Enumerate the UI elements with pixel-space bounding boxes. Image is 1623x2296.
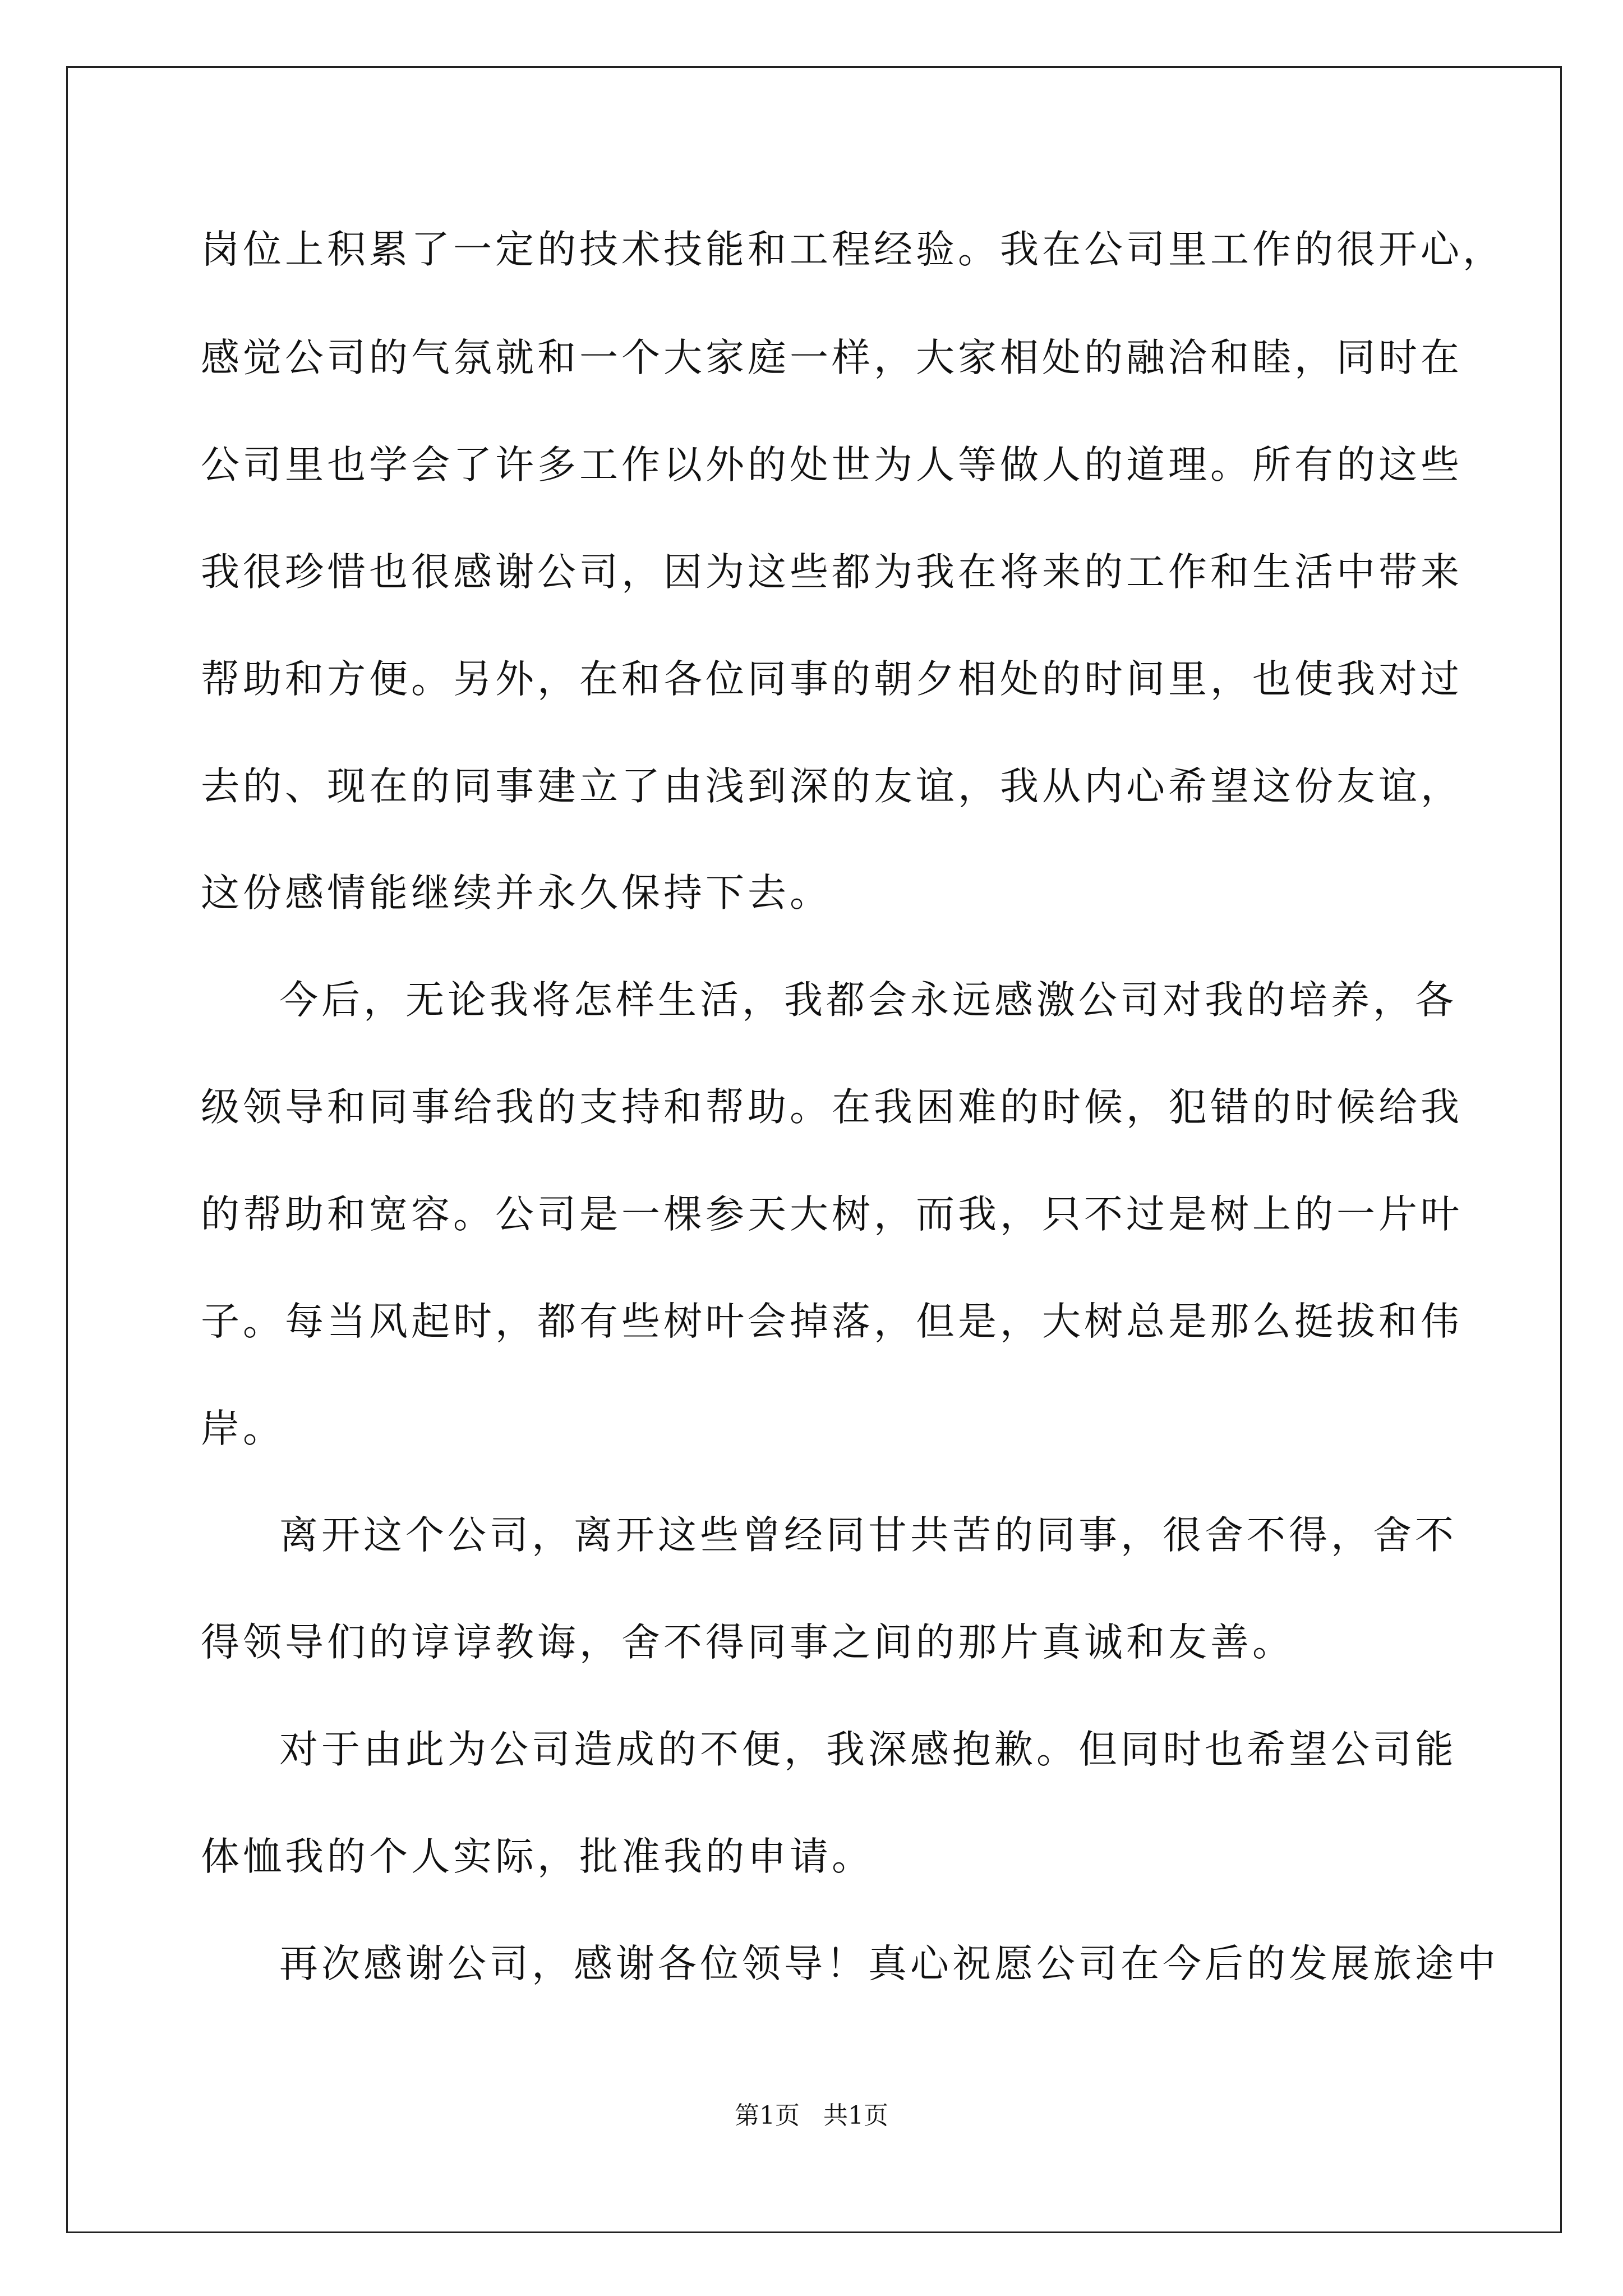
text-line: 体恤我的个人实际，批准我的申请。 bbox=[201, 1834, 874, 1879]
page-border bbox=[66, 66, 1562, 2233]
text-line: 得领导们的谆谆教诲，舍不得同事之间的那片真诚和友善。 bbox=[201, 1620, 1294, 1665]
paragraph-first-line: 再次感谢公司，感谢各位领导！真心祝愿公司在今后的发展旅途中 bbox=[279, 1941, 1499, 1986]
text-line: 感觉公司的气氛就和一个大家庭一样，大家相处的融洽和睦，同时在 bbox=[201, 335, 1463, 380]
text-line: 子。每当风起时，都有些树叶会掉落，但是，大树总是那么挺拔和伟 bbox=[201, 1299, 1463, 1344]
text-line: 我很珍惜也很感谢公司，因为这些都为我在将来的工作和生活中带来 bbox=[201, 550, 1463, 595]
text-line: 岗位上积累了一定的技术技能和工程经验。我在公司里工作的很开心， bbox=[201, 227, 1505, 272]
text-line: 级领导和同事给我的支持和帮助。在我困难的时候，犯错的时候给我 bbox=[201, 1085, 1463, 1130]
text-line: 帮助和方便。另外，在和各位同事的朝夕相处的时间里，也使我对过 bbox=[201, 657, 1463, 702]
paragraph-first-line: 今后，无论我将怎样生活，我都会永远感激公司对我的培养，各 bbox=[279, 978, 1457, 1023]
text-line: 公司里也学会了许多工作以外的处世为人等做人的道理。所有的这些 bbox=[201, 443, 1463, 487]
paragraph-first-line: 离开这个公司，离开这些曾经同甘共苦的同事，很舍不得，舍不 bbox=[279, 1513, 1457, 1558]
page-number-footer: 第1页 共1页 bbox=[735, 2101, 888, 2130]
text-line: 这份感情能继续并永久保持下去。 bbox=[201, 871, 832, 915]
paragraph-first-line: 对于由此为公司造成的不便，我深感抱歉。但同时也希望公司能 bbox=[279, 1727, 1457, 1772]
text-line: 去的、现在的同事建立了由浅到深的友谊，我从内心希望这份友谊， bbox=[201, 764, 1463, 809]
text-line: 岸。 bbox=[201, 1406, 285, 1451]
text-line: 的帮助和宽容。公司是一棵参天大树，而我，只不过是树上的一片叶 bbox=[201, 1192, 1463, 1237]
